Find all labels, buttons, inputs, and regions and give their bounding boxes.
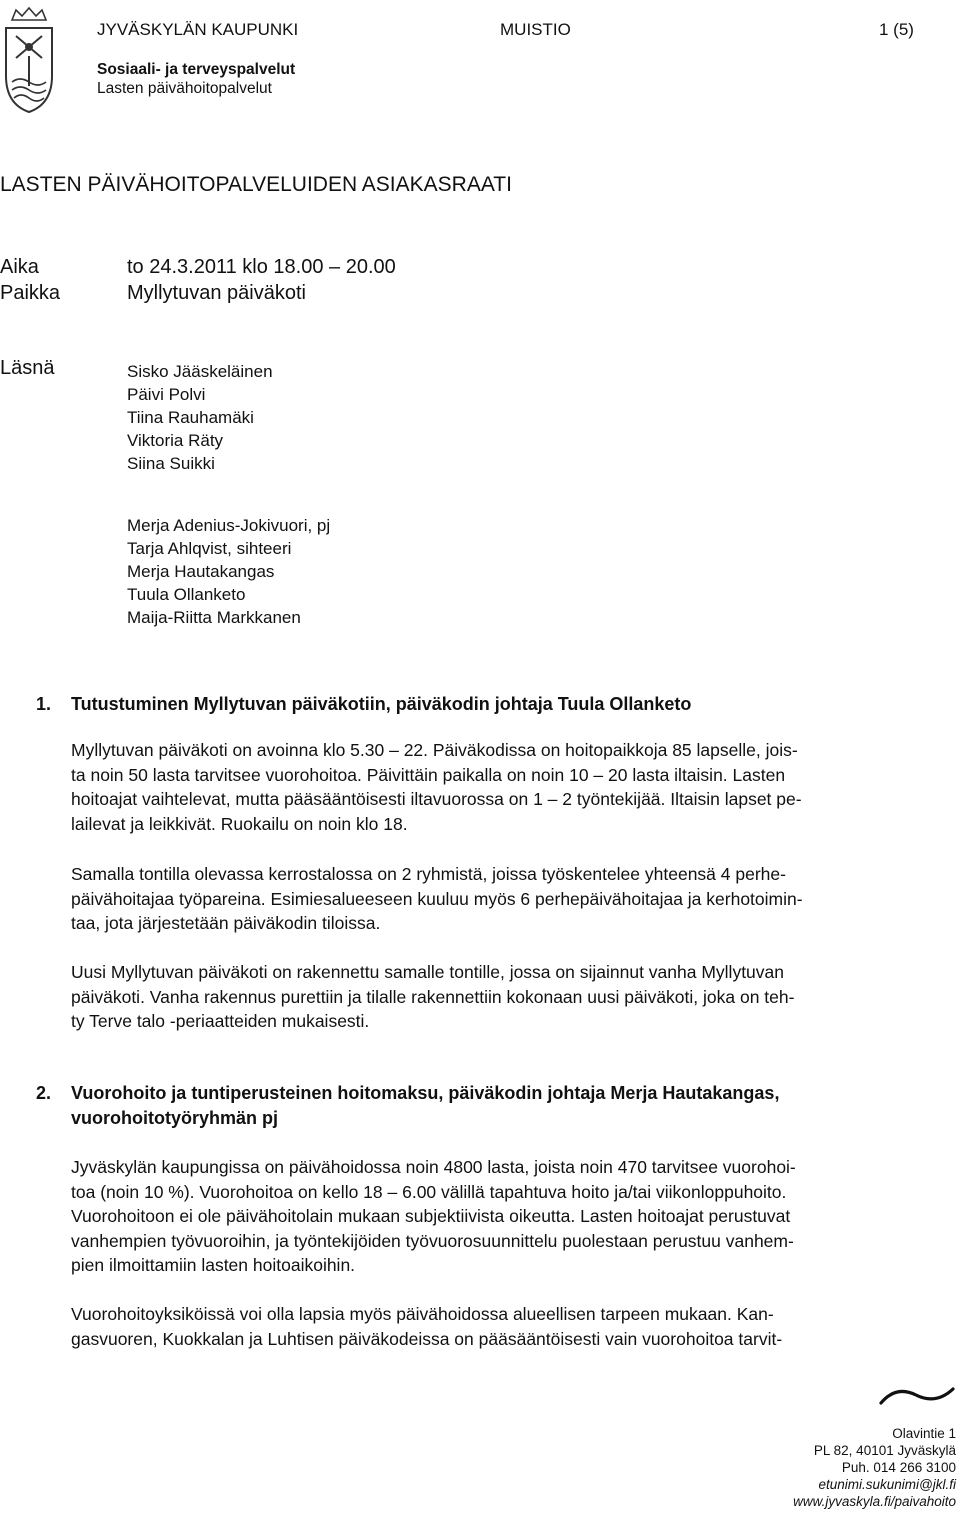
attendee: Päivi Polvi (127, 385, 206, 404)
section-1-paragraph-3 (71, 960, 951, 1034)
document-title: LASTEN PÄIVÄHOITOPALVELUIDEN ASIAKASRAATI (0, 173, 512, 196)
text-line: lailevat ja leikkivät. Ruokailu on noin klo 18. (71, 813, 408, 834)
footer-web[interactable]: www.jyvaskyla.fi/paivahoito (793, 1494, 956, 1509)
attendance-label: Läsnä (0, 357, 55, 379)
section-2-title-line-2: vuorohoitotyöryhmän pj (71, 1108, 278, 1128)
text-line: Vuorohoitoyksiköissä voi olla lapsia myös päivähoidossa alueellisen tarpeen mukaan. Kan- (71, 1304, 774, 1324)
attendee: Viktoria Räty (127, 431, 224, 450)
text-line: toa (noin 10 %). Vuorohoitoa on kello 18 – 6.00 välillä tapahtuva hoito ja/tai viikonloppuhoito. (71, 1181, 787, 1202)
text-line: Jyväskylän kaupungissa on päivähoidossa noin 4800 lasta, joista noin 470 tarvitsee vuorohoi- (71, 1157, 796, 1177)
text-line: Myllytuvan päiväkoti on avoinna klo 5.30 – 22. Päiväkodissa on hoitopaikkoja 85 lapselle, jois- (71, 740, 798, 760)
text-line: Samalla tontilla olevassa kerrostalossa on 2 ryhmistä, joissa työskentelee yhteensä 4 perhe- (71, 864, 786, 884)
city-name: JYVÄSKYLÄN KAUPUNKI (97, 20, 299, 39)
section-1-title: Tutustuminen Myllytuvan päiväkotiin, päiväkodin johtaja Tuula Ollanketo (71, 694, 692, 714)
text-line: ta noin 50 lasta tarvitsee vuorohoitoa. Päivittäin paikalla on noin 10 – 20 lasta iltaisin. Lasten (71, 764, 786, 785)
city-coat-of-arms-logo (2, 6, 56, 116)
text-line: ty Terve talo -periaatteiden mukaisesti. (71, 1011, 370, 1032)
document-type: MUISTIO (500, 20, 571, 39)
text-line: hoitoajat vaihtelevat, mutta pääsääntöisesti iltavuorossa on 1 – 2 työntekijää. Iltaisin lapset pe- (71, 789, 802, 810)
section-1-paragraph-1 (71, 738, 951, 836)
section-1-number: 1. (36, 694, 52, 714)
section-1-paragraph-2 (71, 862, 951, 936)
section-2-paragraph-2 (71, 1302, 951, 1351)
attendee: Tarja Ahlqvist, sihteeri (127, 539, 292, 558)
footer-email[interactable]: etunimi.sukunimi@jkl.fi (818, 1477, 956, 1492)
text-line: päivähoitajaa työpareina. Esimiesalueeseen kuuluu myös 6 perhepäivähoitajaa ja kerhotoimin- (71, 888, 803, 909)
footer-contact (793, 1425, 956, 1510)
text-line: päiväkoti. Vanha rakennus purettiin ja tilalle rakennettiin kokonaan uusi päiväkoti, joka on teh- (71, 986, 795, 1007)
attendance-group-1 (127, 360, 273, 475)
text-line: taa, jota järjestetään päiväkodin tiloissa. (71, 913, 381, 934)
attendance-group-2 (127, 514, 330, 629)
text-line: Vuorohoitoon ei ole päivähoitolain mukaan subjektiivista oikeutta. Lasten hoitoajat perustuvat (71, 1206, 791, 1227)
footer-street: Olavintie 1 (892, 1426, 956, 1441)
section-2-paragraph-1 (71, 1155, 951, 1278)
text-line: vanhempien työvuoroihin, ja työntekijöiden työvuorosuunnittelu puolestaan perustuu vanhem- (71, 1230, 794, 1251)
section-2-title-line-1: Vuorohoito ja tuntiperusteinen hoitomaksu, päiväkodin johtaja Merja Hautakangas, (71, 1083, 780, 1103)
page-number: 1 (5) (879, 20, 914, 39)
attendee: Tuula Ollanketo (127, 585, 246, 604)
place-label: Paikka (0, 282, 61, 304)
city-wave-mark-icon (878, 1383, 956, 1409)
unit-name: Lasten päivähoitopalvelut (97, 80, 272, 97)
place-value: Myllytuvan päiväkoti (127, 282, 306, 304)
attendee: Sisko Jääskeläinen (127, 362, 273, 381)
attendee: Merja Hautakangas (127, 562, 275, 581)
attendee: Tiina Rauhamäki (127, 408, 254, 427)
footer-postal: PL 82, 40101 Jyväskylä (813, 1443, 956, 1458)
text-line: gasvuoren, Kuokkalan ja Luhtisen päiväkodeissa on pääsääntöisesti vain vuorohoitoa tarvit- (71, 1328, 783, 1349)
attendee: Siina Suikki (127, 454, 215, 473)
section-2-number: 2. (36, 1083, 52, 1103)
text-line: Uusi Myllytuvan päiväkoti on rakennettu samalle tontille, jossa on sijainnut vanha Myllytuvan (71, 962, 785, 982)
text-line: pien ilmoittamiin lasten hoitoaikoihin. (71, 1255, 356, 1276)
time-value: to 24.3.2011 klo 18.00 – 20.00 (127, 256, 396, 278)
department-name: Sosiaali- ja terveyspalvelut (97, 61, 296, 78)
time-label: Aika (0, 256, 39, 278)
attendee: Maija-Riitta Markkanen (127, 608, 301, 627)
footer-phone: Puh. 014 266 3100 (841, 1460, 956, 1475)
attendee: Merja Adenius-Jokivuori, pj (127, 516, 331, 535)
